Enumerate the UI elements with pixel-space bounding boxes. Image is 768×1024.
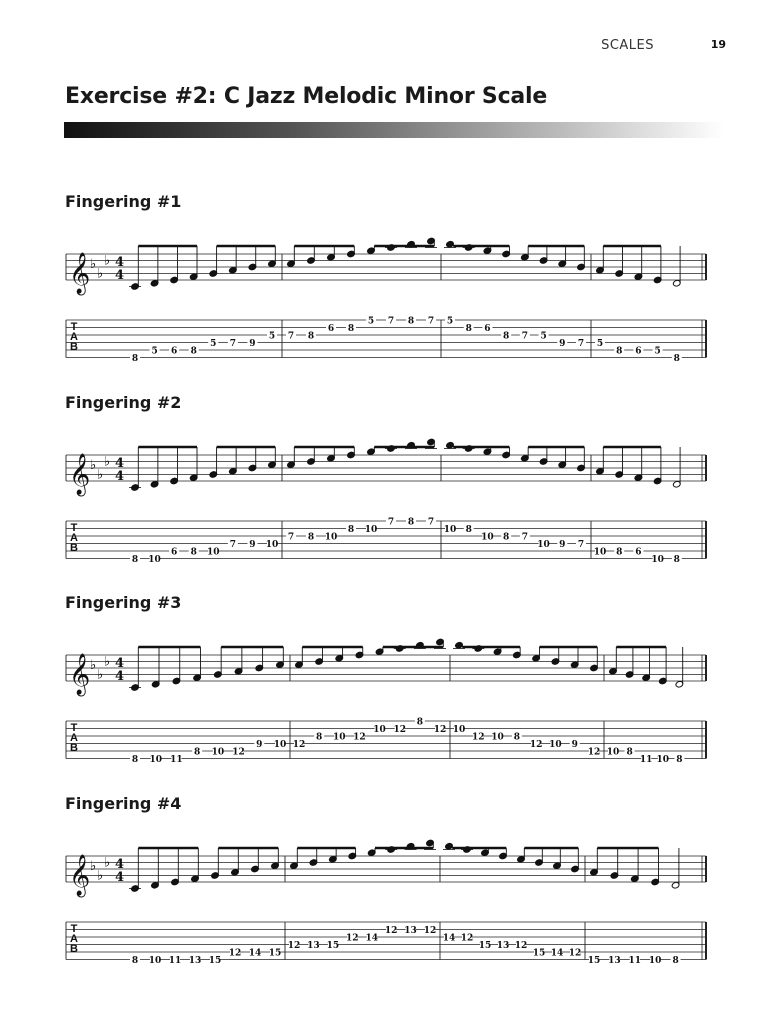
tab-fret-number: 7 — [287, 331, 295, 342]
tab-fret-number: 7 — [287, 532, 295, 543]
tab-fret-number: 8 — [513, 732, 520, 743]
treble-clef-icon: 𝄞 — [69, 654, 91, 695]
tab-fret-number: 11 — [628, 956, 642, 966]
time-signature-bottom: 4 — [115, 669, 125, 684]
notation-system — [0, 794, 768, 984]
tab-fret-number: 11 — [168, 956, 182, 966]
tab-fret-number: 8 — [131, 755, 139, 765]
page-number: 19 — [710, 38, 726, 51]
tab-fret-number: 7 — [387, 517, 395, 528]
tab-fret-number: 15 — [478, 941, 492, 951]
running-head — [0, 38, 768, 58]
tab-fret-number: 5 — [367, 316, 375, 327]
tab-fret-number: 10 — [373, 725, 386, 735]
tab-fret-number: 5 — [446, 316, 454, 327]
tab-fret-number: 13 — [404, 926, 417, 936]
tab-clef-letter: B — [70, 943, 78, 955]
tab-fret-number: 8 — [503, 532, 510, 543]
tab-fret-number: 7 — [577, 540, 585, 550]
tab-clef-letter: T — [70, 321, 78, 333]
tab-fret-number: 10 — [273, 740, 287, 750]
flat-icon: ♭ — [90, 457, 97, 473]
tab-fret-number: 11 — [639, 755, 653, 765]
tab-fret-number: 8 — [190, 547, 197, 558]
treble-clef-icon: 𝄞 — [69, 253, 91, 294]
tab-fret-number: 6 — [327, 324, 335, 334]
tab-clef-letter: A — [70, 532, 78, 544]
tab-fret-number: 15 — [587, 956, 601, 966]
tab-fret-number: 8 — [465, 324, 472, 334]
tab-fret-number: 12 — [460, 933, 474, 944]
tab-fret-number: 8 — [673, 354, 680, 364]
tab-fret-number: 8 — [503, 331, 510, 342]
time-signature-top: 4 — [115, 255, 125, 270]
tab-fret-number: 8 — [347, 324, 355, 334]
tab-fret-number: 12 — [529, 740, 543, 750]
tab-fret-number: 6 — [635, 547, 642, 558]
tab-fret-number: 5 — [151, 346, 158, 357]
tab-clef-letter: B — [70, 742, 78, 754]
tab-fret-number: 5 — [268, 331, 276, 342]
tab-fret-number: 12 — [433, 725, 447, 735]
tab-fret-number: 12 — [346, 933, 359, 944]
tab-fret-number: 8 — [673, 555, 680, 565]
tab-clef-letter: A — [70, 732, 78, 744]
tab-fret-number: 13 — [188, 956, 202, 966]
tab-fret-number: 10 — [149, 755, 162, 765]
tab-fret-number: 9 — [559, 339, 566, 349]
flat-icon: ♭ — [104, 855, 111, 871]
tab-fret-number: 13 — [496, 941, 510, 951]
tab-fret-number: 10 — [148, 956, 162, 966]
tab-fret-number: 13 — [307, 941, 320, 951]
tab-fret-number: 8 — [616, 346, 623, 357]
tab-fret-number: 10 — [452, 725, 466, 735]
time-signature-bottom: 4 — [115, 268, 125, 283]
fingering-label: Fingering #1 — [65, 192, 182, 211]
tab-fret-number: 12 — [384, 926, 398, 936]
treble-clef-icon: 𝄞 — [69, 855, 91, 896]
tab-fret-number: 8 — [416, 717, 423, 728]
fingering-label: Fingering #3 — [65, 593, 182, 612]
tab-fret-number: 14 — [365, 933, 378, 944]
tab-clef-letter: T — [70, 722, 78, 734]
time-signature-top: 4 — [115, 456, 125, 471]
tab-fret-number: 12 — [232, 747, 245, 758]
tab-fret-number: 15 — [208, 956, 222, 966]
tab-fret-number: 10 — [606, 747, 620, 758]
flat-icon: ♭ — [104, 253, 111, 269]
tab-fret-number: 10 — [148, 555, 161, 565]
tab-fret-number: 15 — [532, 948, 546, 959]
tab-fret-number: 5 — [540, 331, 547, 342]
tab-clef-letter: T — [70, 923, 78, 935]
tab-fret-number: 12 — [472, 732, 485, 743]
tab-fret-number: 8 — [347, 525, 355, 535]
tab-fret-number: 5 — [596, 339, 604, 349]
tab-fret-number: 12 — [393, 725, 406, 735]
tab-fret-number: 9 — [559, 540, 566, 550]
tab-fret-number: 10 — [443, 525, 457, 535]
tab-fret-number: 9 — [571, 740, 578, 750]
tab-fret-number: 8 — [131, 354, 139, 364]
tab-fret-number: 12 — [587, 747, 601, 758]
tab-fret-number: 5 — [210, 339, 217, 349]
title-gradient-bar — [64, 122, 724, 138]
flat-icon: ♭ — [97, 266, 104, 282]
tab-fret-number: 11 — [170, 755, 183, 765]
tab-fret-number: 14 — [442, 933, 456, 944]
flat-icon: ♭ — [90, 858, 97, 874]
tab-fret-number: 6 — [635, 346, 642, 357]
tab-fret-number: 9 — [249, 540, 256, 550]
flat-icon: ♭ — [97, 467, 104, 483]
tab-fret-number: 7 — [229, 339, 236, 349]
tab-fret-number: 7 — [387, 316, 395, 327]
tab-fret-number: 9 — [256, 740, 263, 750]
notation-system — [0, 192, 768, 382]
tab-fret-number: 10 — [364, 525, 378, 535]
flat-icon: ♭ — [90, 256, 97, 272]
tab-fret-number: 8 — [307, 532, 315, 543]
tab-clef-letter: T — [70, 522, 78, 534]
tab-fret-number: 6 — [171, 346, 178, 357]
tab-fret-number: 10 — [491, 732, 504, 743]
tab-fret-number: 10 — [265, 540, 279, 550]
fingering-label: Fingering #4 — [65, 794, 182, 813]
tab-clef-letter: B — [70, 341, 78, 353]
notation-system — [0, 393, 768, 583]
exercise-fingering-1 — [0, 192, 768, 382]
tab-fret-number: 8 — [190, 346, 197, 357]
flat-icon: ♭ — [90, 657, 97, 673]
tab-fret-number: 14 — [550, 948, 564, 959]
tab-fret-number: 7 — [427, 316, 435, 327]
tab-fret-number: 10 — [211, 747, 225, 758]
tab-fret-number: 7 — [427, 517, 435, 528]
tab-fret-number: 8 — [616, 547, 623, 558]
time-signature-top: 4 — [115, 857, 125, 872]
exercise-fingering-2 — [0, 393, 768, 583]
fingering-label: Fingering #2 — [65, 393, 182, 412]
tab-fret-number: 8 — [626, 747, 633, 758]
flat-icon: ♭ — [104, 454, 111, 470]
tab-fret-number: 7 — [229, 540, 236, 550]
tab-fret-number: 7 — [521, 331, 528, 342]
tab-fret-number: 8 — [131, 956, 139, 966]
tab-fret-number: 10 — [333, 732, 346, 743]
tab-clef-letter: A — [70, 933, 78, 945]
tab-fret-number: 8 — [131, 555, 139, 565]
flat-icon: ♭ — [97, 868, 104, 884]
tab-clef-letter: A — [70, 331, 78, 343]
tab-fret-number: 8 — [407, 316, 415, 327]
tab-fret-number: 10 — [481, 532, 494, 543]
notation-system — [0, 593, 768, 783]
tab-fret-number: 6 — [484, 324, 491, 334]
tab-fret-number: 15 — [326, 941, 340, 951]
tab-fret-number: 8 — [672, 956, 679, 966]
tab-clef-letter: B — [70, 542, 78, 554]
exercise-fingering-4 — [0, 794, 768, 984]
tab-fret-number: 10 — [324, 532, 338, 543]
tab-fret-number: 12 — [353, 732, 366, 743]
tab-fret-number: 13 — [608, 956, 621, 966]
treble-clef-icon: 𝄞 — [69, 454, 91, 495]
tab-fret-number: 7 — [521, 532, 528, 543]
tab-fret-number: 7 — [577, 339, 585, 349]
flat-icon: ♭ — [97, 667, 104, 683]
tab-fret-number: 12 — [292, 740, 306, 750]
tab-fret-number: 8 — [316, 732, 323, 743]
tab-fret-number: 8 — [407, 517, 415, 528]
flat-icon: ♭ — [104, 654, 111, 670]
exercise-fingering-3 — [0, 593, 768, 783]
time-signature-bottom: 4 — [115, 870, 125, 885]
tab-fret-number: 12 — [568, 948, 582, 959]
tab-fret-number: 8 — [676, 755, 683, 765]
tab-fret-number: 10 — [537, 540, 550, 550]
tab-fret-number: 15 — [268, 948, 282, 959]
tab-fret-number: 10 — [593, 547, 607, 558]
tab-fret-number: 8 — [307, 331, 315, 342]
tab-fret-number: 10 — [207, 547, 220, 558]
tab-fret-number: 12 — [228, 948, 242, 959]
tab-fret-number: 12 — [514, 941, 528, 951]
tab-fret-number: 5 — [654, 346, 661, 357]
time-signature-top: 4 — [115, 656, 125, 671]
time-signature-bottom: 4 — [115, 469, 125, 484]
section-name: SCALES — [601, 38, 654, 53]
tab-fret-number: 10 — [549, 740, 562, 750]
tab-fret-number: 12 — [423, 926, 437, 936]
tab-fret-number: 8 — [465, 525, 472, 535]
tab-fret-number: 14 — [248, 948, 262, 959]
tab-fret-number: 8 — [194, 747, 201, 758]
page-title: Exercise #2: C Jazz Melodic Minor Scale — [65, 84, 548, 109]
tab-fret-number: 10 — [648, 956, 662, 966]
tab-fret-number: 10 — [651, 555, 664, 565]
tab-fret-number: 12 — [287, 941, 301, 951]
tab-fret-number: 6 — [171, 547, 178, 558]
tab-fret-number: 9 — [249, 339, 256, 349]
tab-fret-number: 10 — [656, 755, 670, 765]
